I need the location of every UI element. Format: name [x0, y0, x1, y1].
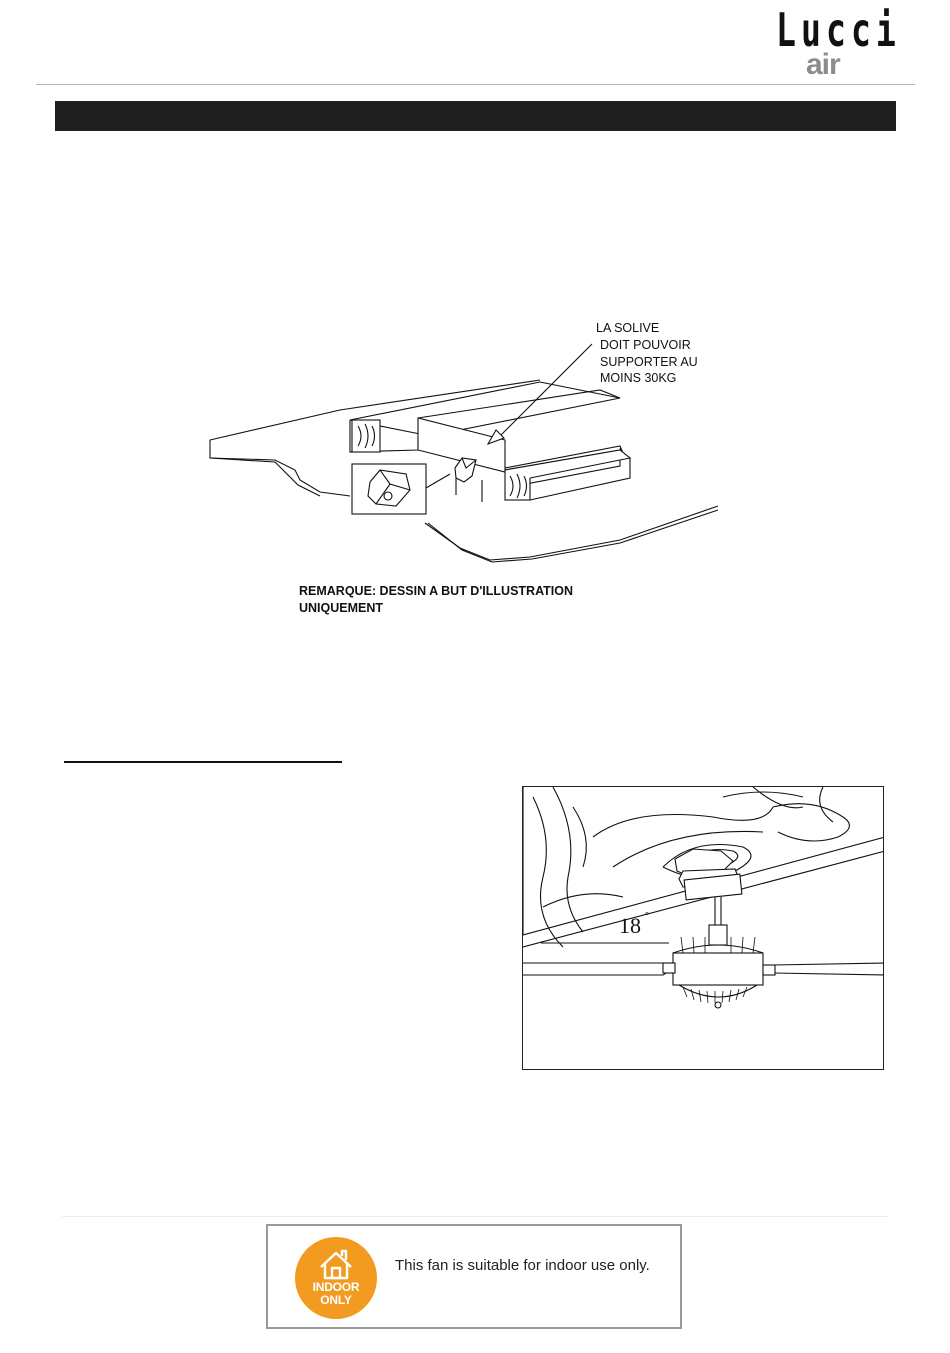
sloped-ceiling-fan-figure [522, 786, 884, 1070]
joist-label-line4: MOINS 30KG [600, 371, 677, 385]
indoor-use-notice [266, 1224, 682, 1329]
sloped-ceiling-fan-drawing [523, 787, 884, 1070]
joist-label-line1: LA SOLIVE [596, 321, 660, 335]
slope-angle-value: 18 [619, 913, 641, 938]
indoor-only-badge-text [295, 1281, 377, 1307]
indoor-use-text: This fan is suitable for indoor use only. [395, 1257, 650, 1274]
joist-label-line3: SUPPORTER AU [600, 355, 698, 369]
illustration-note [299, 583, 659, 617]
illustration-note-line2: UNIQUEMENT [299, 601, 384, 615]
badge-line2: ONLY [320, 1293, 352, 1307]
section-title-bar [55, 101, 896, 131]
brand-logo-air: air [806, 48, 840, 81]
illustration-note-line1: REMARQUE: DESSIN A BUT D'ILLUSTRATION [299, 584, 574, 598]
section-heading-underline [64, 761, 342, 763]
slope-angle-degree-symbol: ° [645, 911, 649, 922]
joist-mounting-illustration [200, 310, 730, 580]
joist-label-line2: DOIT POUVOIR [600, 338, 691, 352]
header-divider [36, 84, 915, 85]
badge-line1: INDOOR [312, 1280, 360, 1294]
footer-divider [62, 1216, 889, 1217]
indoor-only-badge [295, 1237, 377, 1319]
brand-logo-lucci: Lucci [776, 3, 901, 57]
